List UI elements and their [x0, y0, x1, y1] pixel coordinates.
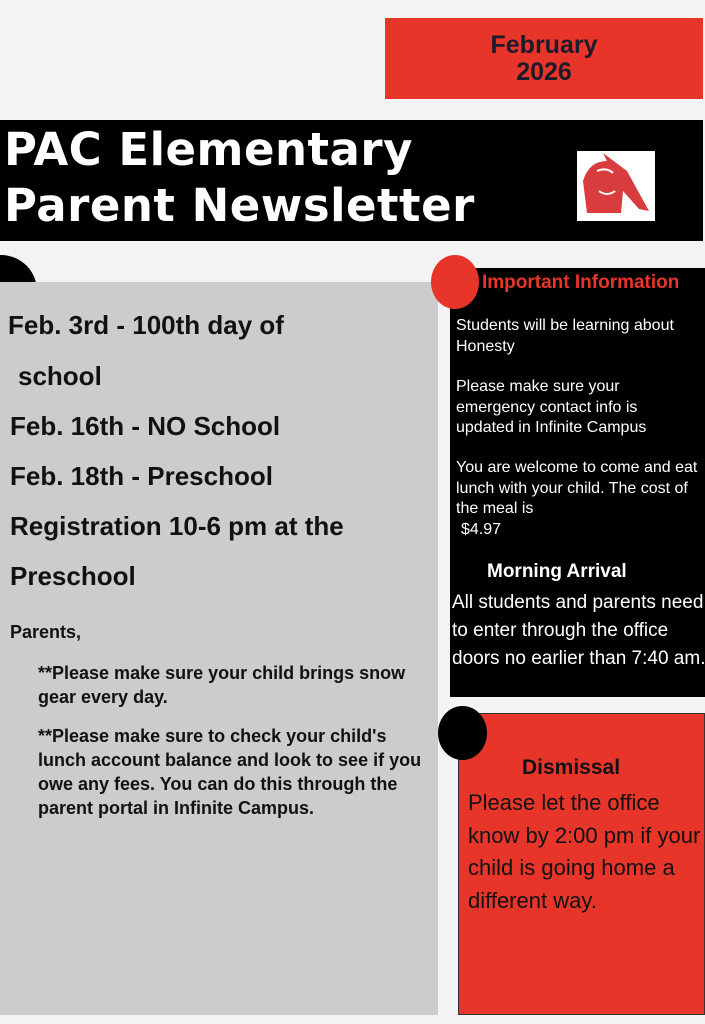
- parents-greeting: Parents,: [10, 622, 82, 642]
- event-line: school: [18, 361, 102, 391]
- dismissal-heading: Dismissal: [522, 756, 621, 779]
- event-line: Registration 10-6 pm at the: [10, 511, 344, 541]
- info-heading: Important Information: [482, 272, 680, 293]
- info-text: Please make sure your emergency contact info is updated in Infinite Campus: [456, 378, 647, 436]
- event-line: Feb. 16th - NO School: [10, 411, 281, 441]
- school-logo-icon: [577, 151, 655, 221]
- decorative-circle: [431, 255, 479, 309]
- info-text: You are welcome to come and eat lunch with your child. The cost of the meal is: [456, 459, 698, 517]
- dismissal-text: Please let the office know by 2:00 pm if your child is going home a different way.: [468, 790, 701, 913]
- decorative-circle: [438, 706, 487, 760]
- arrival-text: All students and parents need to enter through the office doors no earlier than 7:40 am.: [452, 592, 705, 669]
- dismissal-panel: [458, 713, 705, 1015]
- event-line: Feb. 3rd - 100th day of: [8, 310, 284, 340]
- date-box: [385, 18, 703, 99]
- event-line: Preschool: [10, 561, 136, 591]
- event-line: Feb. 18th - Preschool: [10, 461, 273, 491]
- newsletter-title: [4, 122, 475, 234]
- month: February: [490, 31, 598, 59]
- arrival-heading: Morning Arrival: [487, 561, 627, 582]
- info-text: Students will be learning about Honesty: [456, 317, 674, 355]
- title-line-1: PAC Elementary: [4, 123, 413, 176]
- title-line-2: Parent Newsletter: [4, 179, 475, 232]
- year: 2026: [516, 58, 572, 86]
- parents-note: **Please make sure to check your child's lunch account balance and look to see if you owe any fees. You can do this through the parent portal in Infinite Campus.: [38, 726, 422, 818]
- meal-cost: $4.97: [461, 521, 502, 538]
- important-info-panel: [450, 268, 705, 697]
- events-panel: [0, 282, 438, 1015]
- parents-note: **Please make sure your child brings snow gear every day.: [38, 663, 406, 707]
